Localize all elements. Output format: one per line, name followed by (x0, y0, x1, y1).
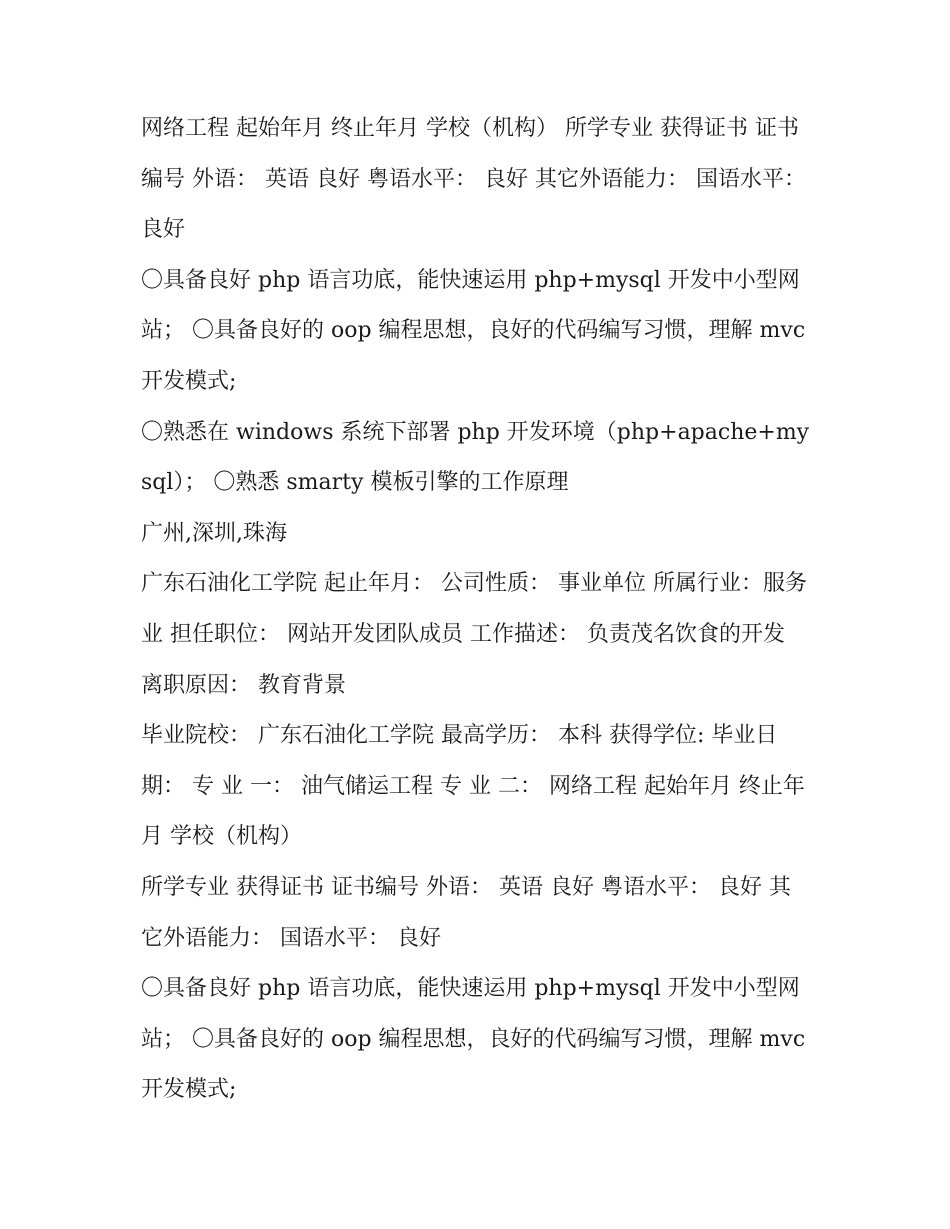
paragraph-skills-php-oop-1: 〇具备良好 php 语言功底，能快速运用 php+mysql 开发中小型网站； 〇具备良好的 oop 编程思想，良好的代码编写习惯，理解 mvc 开发模式; (141, 267, 813, 394)
paragraph-skills-php-oop-2: 〇具备良好 php 语言功底，能快速运用 php+mysql 开发中小型网站； 〇具备良好的 oop 编程思想，良好的代码编写习惯，理解 mvc 开发模式; (141, 976, 813, 1103)
document-body (141, 104, 811, 1116)
paragraph-education-languages-1: 网络工程 起始年月 终止年月 学校（机构） 所学专业 获得证书 证书编号 外语： 英语 良好 粤语水平： 良好 其它外语能力： 国语水平： 良好 (141, 116, 813, 243)
paragraph-education-languages-2: 所学专业 获得证书 证书编号 外语： 英语 良好 粤语水平： 良好 其它外语能力： 国语水平： 良好 (141, 874, 791, 951)
paragraph-skills-windows-smarty: 〇熟悉在 windows 系统下部署 php 开发环境（php+apache+mysql）； 〇熟悉 smarty 模板引擎的工作原理 (141, 419, 810, 496)
paragraph-work-experience: 广东石油化工学院 起止年月： 公司性质： 事业单位 所属行业：服务业 担任职位： 网站开发团队成员 工作描述： 负责茂名饮食的开发 离职原因： 教育背景 (141, 571, 807, 698)
paragraph-locations: 广州,深圳,珠海 (141, 520, 287, 546)
paragraph-education-background: 毕业院校： 广东石油化工学院 最高学历： 本科 获得学位: 毕业日期： 专 业 一： 油气储运工程 专 业 二： 网络工程 起始年月 终止年月 学校（机构） (141, 723, 805, 850)
